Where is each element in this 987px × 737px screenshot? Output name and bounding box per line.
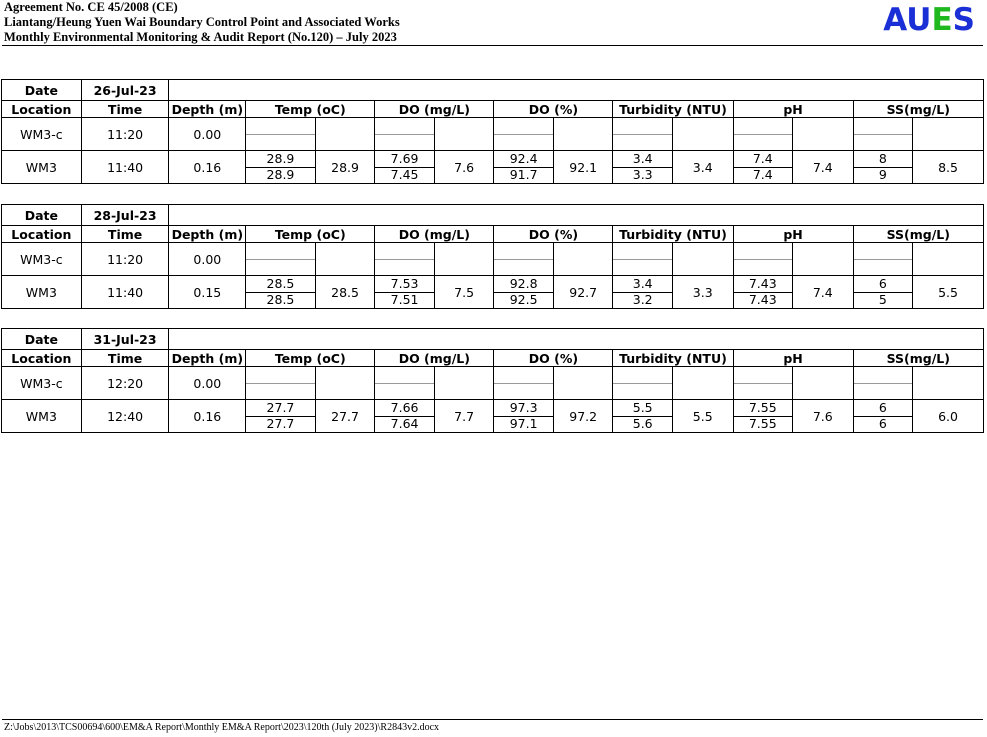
reading-pair xyxy=(854,118,913,150)
reading-pair xyxy=(494,151,553,183)
do-percent-reading-1: 92.8 xyxy=(494,276,553,293)
col-header-ph: pH xyxy=(733,350,853,367)
date-row xyxy=(2,329,984,350)
time-cell: 11:40 xyxy=(81,276,169,309)
do-mgl-reading-2 xyxy=(375,384,434,400)
ph-reading-1 xyxy=(734,118,793,135)
reading-pair xyxy=(854,151,913,183)
do-mgl-average-cell xyxy=(434,243,494,276)
date-value: 28-Jul-23 xyxy=(81,205,169,226)
depth-cell: 0.00 xyxy=(169,118,246,151)
col-header-do-mgl: DO (mg/L) xyxy=(375,101,494,118)
do-mgl-reading-2: 7.51 xyxy=(390,292,419,308)
col-header-ss: SS(mg/L) xyxy=(853,350,983,367)
temp-readings-cell xyxy=(246,118,316,151)
ss-readings-cell xyxy=(853,400,913,433)
monitoring-table xyxy=(1,204,984,309)
table-row xyxy=(2,243,984,276)
logo-letter: U xyxy=(906,2,932,38)
ph-reading-1: 7.55 xyxy=(734,400,793,417)
location-cell: WM3-c xyxy=(2,118,82,151)
reading-pair xyxy=(613,243,672,275)
do-percent-average-cell: 97.2 xyxy=(553,400,613,433)
ss-reading-1 xyxy=(854,118,913,135)
do-percent-readings-cell xyxy=(494,276,554,309)
do-percent-reading-1 xyxy=(494,367,553,384)
aues-logo xyxy=(883,2,975,38)
temp-reading-1 xyxy=(246,367,315,384)
ss-reading-1: 6 xyxy=(854,276,913,293)
temp-average-cell: 28.9 xyxy=(315,151,375,184)
ph-average-cell xyxy=(793,367,854,400)
reading-pair xyxy=(613,400,672,432)
do-mgl-average-cell xyxy=(434,118,494,151)
turbidity-reading-2: 3.2 xyxy=(632,292,653,308)
ph-readings-cell xyxy=(733,243,793,276)
col-header-do-percent: DO (%) xyxy=(494,101,613,118)
turbidity-readings-cell xyxy=(613,243,673,276)
ph-readings-cell xyxy=(733,400,793,433)
reading-pair xyxy=(734,276,793,308)
do-percent-average-cell xyxy=(553,367,613,400)
do-mgl-reading-2 xyxy=(375,135,434,151)
ss-average-cell: 5.5 xyxy=(913,276,984,309)
do-percent-readings-cell xyxy=(494,400,554,433)
depth-cell: 0.16 xyxy=(169,400,246,433)
reading-pair xyxy=(494,367,553,399)
turbidity-readings-cell xyxy=(613,151,673,184)
location-cell: WM3-c xyxy=(2,243,82,276)
col-header-depth: Depth (m) xyxy=(169,350,246,367)
location-cell: WM3 xyxy=(2,276,82,309)
logo-letter: S xyxy=(952,2,975,38)
ph-average-cell xyxy=(793,118,854,151)
ph-average-cell: 7.4 xyxy=(793,151,854,184)
date-value: 31-Jul-23 xyxy=(81,329,169,350)
col-header-depth: Depth (m) xyxy=(169,226,246,243)
ss-reading-2: 5 xyxy=(878,292,887,308)
col-header-time: Time xyxy=(81,226,169,243)
turbidity-reading-2 xyxy=(613,260,672,276)
date-row-blank xyxy=(169,329,984,350)
reading-pair xyxy=(246,367,315,399)
turbidity-readings-cell xyxy=(613,400,673,433)
do-percent-reading-2: 92.5 xyxy=(509,292,538,308)
col-header-ss: SS(mg/L) xyxy=(853,226,983,243)
column-header-row xyxy=(2,101,984,118)
ss-reading-2 xyxy=(854,260,913,276)
ph-reading-1: 7.43 xyxy=(734,276,793,293)
do-percent-readings-cell xyxy=(494,151,554,184)
turbidity-reading-1 xyxy=(613,118,672,135)
do-mgl-reading-1 xyxy=(375,367,434,384)
time-cell: 11:20 xyxy=(81,243,169,276)
ss-readings-cell xyxy=(853,276,913,309)
temp-average-cell xyxy=(315,243,375,276)
reading-pair xyxy=(494,400,553,432)
reading-pair xyxy=(734,243,793,275)
do-percent-readings-cell xyxy=(494,243,554,276)
do-mgl-reading-1: 7.66 xyxy=(375,400,434,417)
ss-readings-cell xyxy=(853,151,913,184)
do-mgl-readings-cell xyxy=(375,243,435,276)
do-percent-reading-2 xyxy=(494,384,553,400)
reading-pair xyxy=(854,276,913,308)
do-percent-average-cell: 92.7 xyxy=(553,276,613,309)
ph-readings-cell xyxy=(733,276,793,309)
turbidity-average-cell: 3.3 xyxy=(672,276,733,309)
ph-average-cell xyxy=(793,243,854,276)
footer-divider xyxy=(2,719,983,720)
turbidity-reading-2 xyxy=(613,384,672,400)
temp-average-cell xyxy=(315,118,375,151)
turbidity-reading-1: 3.4 xyxy=(613,151,672,168)
do-mgl-average-cell: 7.6 xyxy=(434,151,494,184)
reading-pair xyxy=(375,151,434,183)
ss-average-cell: 6.0 xyxy=(913,400,984,433)
ss-average-cell xyxy=(913,243,984,276)
col-header-location: Location xyxy=(2,101,82,118)
do-mgl-readings-cell xyxy=(375,118,435,151)
ph-reading-1 xyxy=(734,367,793,384)
date-row-blank xyxy=(169,80,984,101)
file-path-footer: Z:\Jobs\2013\TCS00694\600\EM&A Report\Monthly EM&A Report\2023\120th (July 2023)\R2843v2.docx xyxy=(4,722,440,733)
do-percent-average-cell xyxy=(553,118,613,151)
reading-pair xyxy=(246,151,315,183)
ph-reading-1: 7.4 xyxy=(734,151,793,168)
date-label: Date xyxy=(2,329,82,350)
project-title: Liantang/Heung Yuen Wai Boundary Control Point and Associated Works xyxy=(4,15,400,29)
col-header-do-mgl: DO (mg/L) xyxy=(375,226,494,243)
do-mgl-readings-cell xyxy=(375,400,435,433)
temp-readings-cell xyxy=(246,151,316,184)
table-row xyxy=(2,276,984,309)
reading-pair xyxy=(375,367,434,399)
ph-reading-2 xyxy=(734,135,793,151)
col-header-temp: Temp (oC) xyxy=(246,226,375,243)
reading-pair xyxy=(734,400,793,432)
header-divider xyxy=(2,45,983,46)
date-row xyxy=(2,80,984,101)
reading-pair xyxy=(246,243,315,275)
temp-reading-1: 28.9 xyxy=(246,151,315,168)
ss-reading-1 xyxy=(854,367,913,384)
time-cell: 12:20 xyxy=(81,367,169,400)
ph-readings-cell xyxy=(733,367,793,400)
col-header-time: Time xyxy=(81,350,169,367)
turbidity-reading-2 xyxy=(613,135,672,151)
temp-readings-cell xyxy=(246,367,316,400)
temp-reading-2 xyxy=(246,260,315,276)
turbidity-readings-cell xyxy=(613,118,673,151)
col-header-ph: pH xyxy=(733,226,853,243)
ph-average-cell: 7.4 xyxy=(793,276,854,309)
ss-average-cell xyxy=(913,118,984,151)
turbidity-reading-1 xyxy=(613,243,672,260)
do-percent-reading-1: 92.4 xyxy=(494,151,553,168)
table-row xyxy=(2,400,984,433)
do-mgl-reading-1 xyxy=(375,118,434,135)
do-mgl-reading-1: 7.53 xyxy=(375,276,434,293)
do-mgl-reading-2: 7.45 xyxy=(390,167,419,183)
do-percent-reading-2 xyxy=(494,135,553,151)
col-header-do-percent: DO (%) xyxy=(494,226,613,243)
table-row xyxy=(2,118,984,151)
reading-pair xyxy=(494,276,553,308)
reading-pair xyxy=(375,400,434,432)
reading-pair xyxy=(734,118,793,150)
reading-pair xyxy=(375,276,434,308)
turbidity-average-cell xyxy=(672,118,733,151)
col-header-depth: Depth (m) xyxy=(169,101,246,118)
reading-pair xyxy=(375,118,434,150)
col-header-temp: Temp (oC) xyxy=(246,101,375,118)
time-cell: 11:40 xyxy=(81,151,169,184)
temp-reading-2 xyxy=(246,135,315,151)
depth-cell: 0.16 xyxy=(169,151,246,184)
temp-reading-1 xyxy=(246,118,315,135)
do-percent-readings-cell xyxy=(494,118,554,151)
turbidity-average-cell: 5.5 xyxy=(672,400,733,433)
ss-reading-2 xyxy=(854,135,913,151)
report-title: Monthly Environmental Monitoring & Audit Report (No.120) – July 2023 xyxy=(4,30,397,44)
date-value: 26-Jul-23 xyxy=(81,80,169,101)
table-row xyxy=(2,367,984,400)
col-header-do-percent: DO (%) xyxy=(494,350,613,367)
ss-reading-2: 9 xyxy=(878,167,887,183)
col-header-location: Location xyxy=(2,226,82,243)
col-header-do-mgl: DO (mg/L) xyxy=(375,350,494,367)
do-mgl-reading-2: 7.64 xyxy=(390,416,419,432)
ph-readings-cell xyxy=(733,151,793,184)
temp-readings-cell xyxy=(246,400,316,433)
reading-pair xyxy=(246,276,315,308)
reading-pair xyxy=(854,243,913,275)
col-header-turbidity: Turbidity (NTU) xyxy=(613,226,733,243)
time-cell: 12:40 xyxy=(81,400,169,433)
reading-pair xyxy=(854,400,913,432)
ph-reading-1 xyxy=(734,243,793,260)
date-label: Date xyxy=(2,80,82,101)
reading-pair xyxy=(494,118,553,150)
turbidity-average-cell xyxy=(672,243,733,276)
agreement-number: Agreement No. CE 45/2008 (CE) xyxy=(4,0,178,14)
do-percent-readings-cell xyxy=(494,367,554,400)
do-mgl-average-cell xyxy=(434,367,494,400)
ph-reading-2 xyxy=(734,384,793,400)
do-percent-reading-1: 97.3 xyxy=(494,400,553,417)
ph-reading-2: 7.4 xyxy=(752,167,773,183)
temp-reading-1: 28.5 xyxy=(246,276,315,293)
do-mgl-reading-1 xyxy=(375,243,434,260)
ph-reading-2: 7.55 xyxy=(748,416,777,432)
temp-readings-cell xyxy=(246,243,316,276)
temp-readings-cell xyxy=(246,276,316,309)
logo-letter: A xyxy=(883,2,907,38)
reading-pair xyxy=(494,243,553,275)
reading-pair xyxy=(734,151,793,183)
report-header xyxy=(4,0,983,45)
ss-average-cell: 8.5 xyxy=(913,151,984,184)
date-row xyxy=(2,205,984,226)
temp-average-cell: 27.7 xyxy=(315,400,375,433)
do-percent-average-cell xyxy=(553,243,613,276)
col-header-temp: Temp (oC) xyxy=(246,350,375,367)
ss-readings-cell xyxy=(853,118,913,151)
location-cell: WM3-c xyxy=(2,367,82,400)
reading-pair xyxy=(613,118,672,150)
turbidity-reading-1: 3.4 xyxy=(613,276,672,293)
ss-readings-cell xyxy=(853,367,913,400)
turbidity-average-cell xyxy=(672,367,733,400)
do-percent-reading-2 xyxy=(494,260,553,276)
ss-average-cell xyxy=(913,367,984,400)
turbidity-reading-1 xyxy=(613,367,672,384)
do-mgl-readings-cell xyxy=(375,276,435,309)
col-header-location: Location xyxy=(2,350,82,367)
turbidity-readings-cell xyxy=(613,367,673,400)
reading-pair xyxy=(246,118,315,150)
col-header-turbidity: Turbidity (NTU) xyxy=(613,101,733,118)
temp-reading-1 xyxy=(246,243,315,260)
reading-pair xyxy=(613,276,672,308)
ph-average-cell: 7.6 xyxy=(793,400,854,433)
temp-reading-2: 27.7 xyxy=(266,416,295,432)
do-mgl-reading-1: 7.69 xyxy=(375,151,434,168)
table-row xyxy=(2,151,984,184)
reading-pair xyxy=(375,243,434,275)
turbidity-readings-cell xyxy=(613,276,673,309)
ss-reading-1: 8 xyxy=(854,151,913,168)
column-header-row xyxy=(2,226,984,243)
turbidity-reading-1: 5.5 xyxy=(613,400,672,417)
do-mgl-readings-cell xyxy=(375,151,435,184)
time-cell: 11:20 xyxy=(81,118,169,151)
col-header-ss: SS(mg/L) xyxy=(853,101,983,118)
depth-cell: 0.00 xyxy=(169,367,246,400)
column-header-row xyxy=(2,350,984,367)
location-cell: WM3 xyxy=(2,400,82,433)
do-mgl-readings-cell xyxy=(375,367,435,400)
depth-cell: 0.15 xyxy=(169,276,246,309)
temp-average-cell xyxy=(315,367,375,400)
temp-reading-2: 28.9 xyxy=(266,167,295,183)
ss-reading-2: 6 xyxy=(878,416,887,432)
col-header-ph: pH xyxy=(733,101,853,118)
do-mgl-reading-2 xyxy=(375,260,434,276)
monitoring-table xyxy=(1,328,984,433)
depth-cell: 0.00 xyxy=(169,243,246,276)
do-percent-reading-2: 91.7 xyxy=(509,167,538,183)
monitoring-table xyxy=(1,79,984,184)
temp-reading-2 xyxy=(246,384,315,400)
ss-readings-cell xyxy=(853,243,913,276)
reading-pair xyxy=(734,367,793,399)
ph-reading-2: 7.43 xyxy=(748,292,777,308)
do-mgl-average-cell: 7.5 xyxy=(434,276,494,309)
turbidity-average-cell: 3.4 xyxy=(672,151,733,184)
reading-pair xyxy=(246,400,315,432)
ss-reading-1: 6 xyxy=(854,400,913,417)
do-percent-average-cell: 92.1 xyxy=(553,151,613,184)
ss-reading-2 xyxy=(854,384,913,400)
col-header-turbidity: Turbidity (NTU) xyxy=(613,350,733,367)
turbidity-reading-2: 3.3 xyxy=(632,167,653,183)
reading-pair xyxy=(613,151,672,183)
temp-reading-2: 28.5 xyxy=(266,292,295,308)
do-mgl-average-cell: 7.7 xyxy=(434,400,494,433)
date-label: Date xyxy=(2,205,82,226)
turbidity-reading-2: 5.6 xyxy=(632,416,653,432)
reading-pair xyxy=(854,367,913,399)
do-percent-reading-1 xyxy=(494,243,553,260)
do-percent-reading-2: 97.1 xyxy=(509,416,538,432)
temp-average-cell: 28.5 xyxy=(315,276,375,309)
do-percent-reading-1 xyxy=(494,118,553,135)
location-cell: WM3 xyxy=(2,151,82,184)
ss-reading-1 xyxy=(854,243,913,260)
ph-reading-2 xyxy=(734,260,793,276)
ph-readings-cell xyxy=(733,118,793,151)
temp-reading-1: 27.7 xyxy=(246,400,315,417)
col-header-time: Time xyxy=(81,101,169,118)
date-row-blank xyxy=(169,205,984,226)
reading-pair xyxy=(613,367,672,399)
logo-letter: E xyxy=(931,2,953,38)
